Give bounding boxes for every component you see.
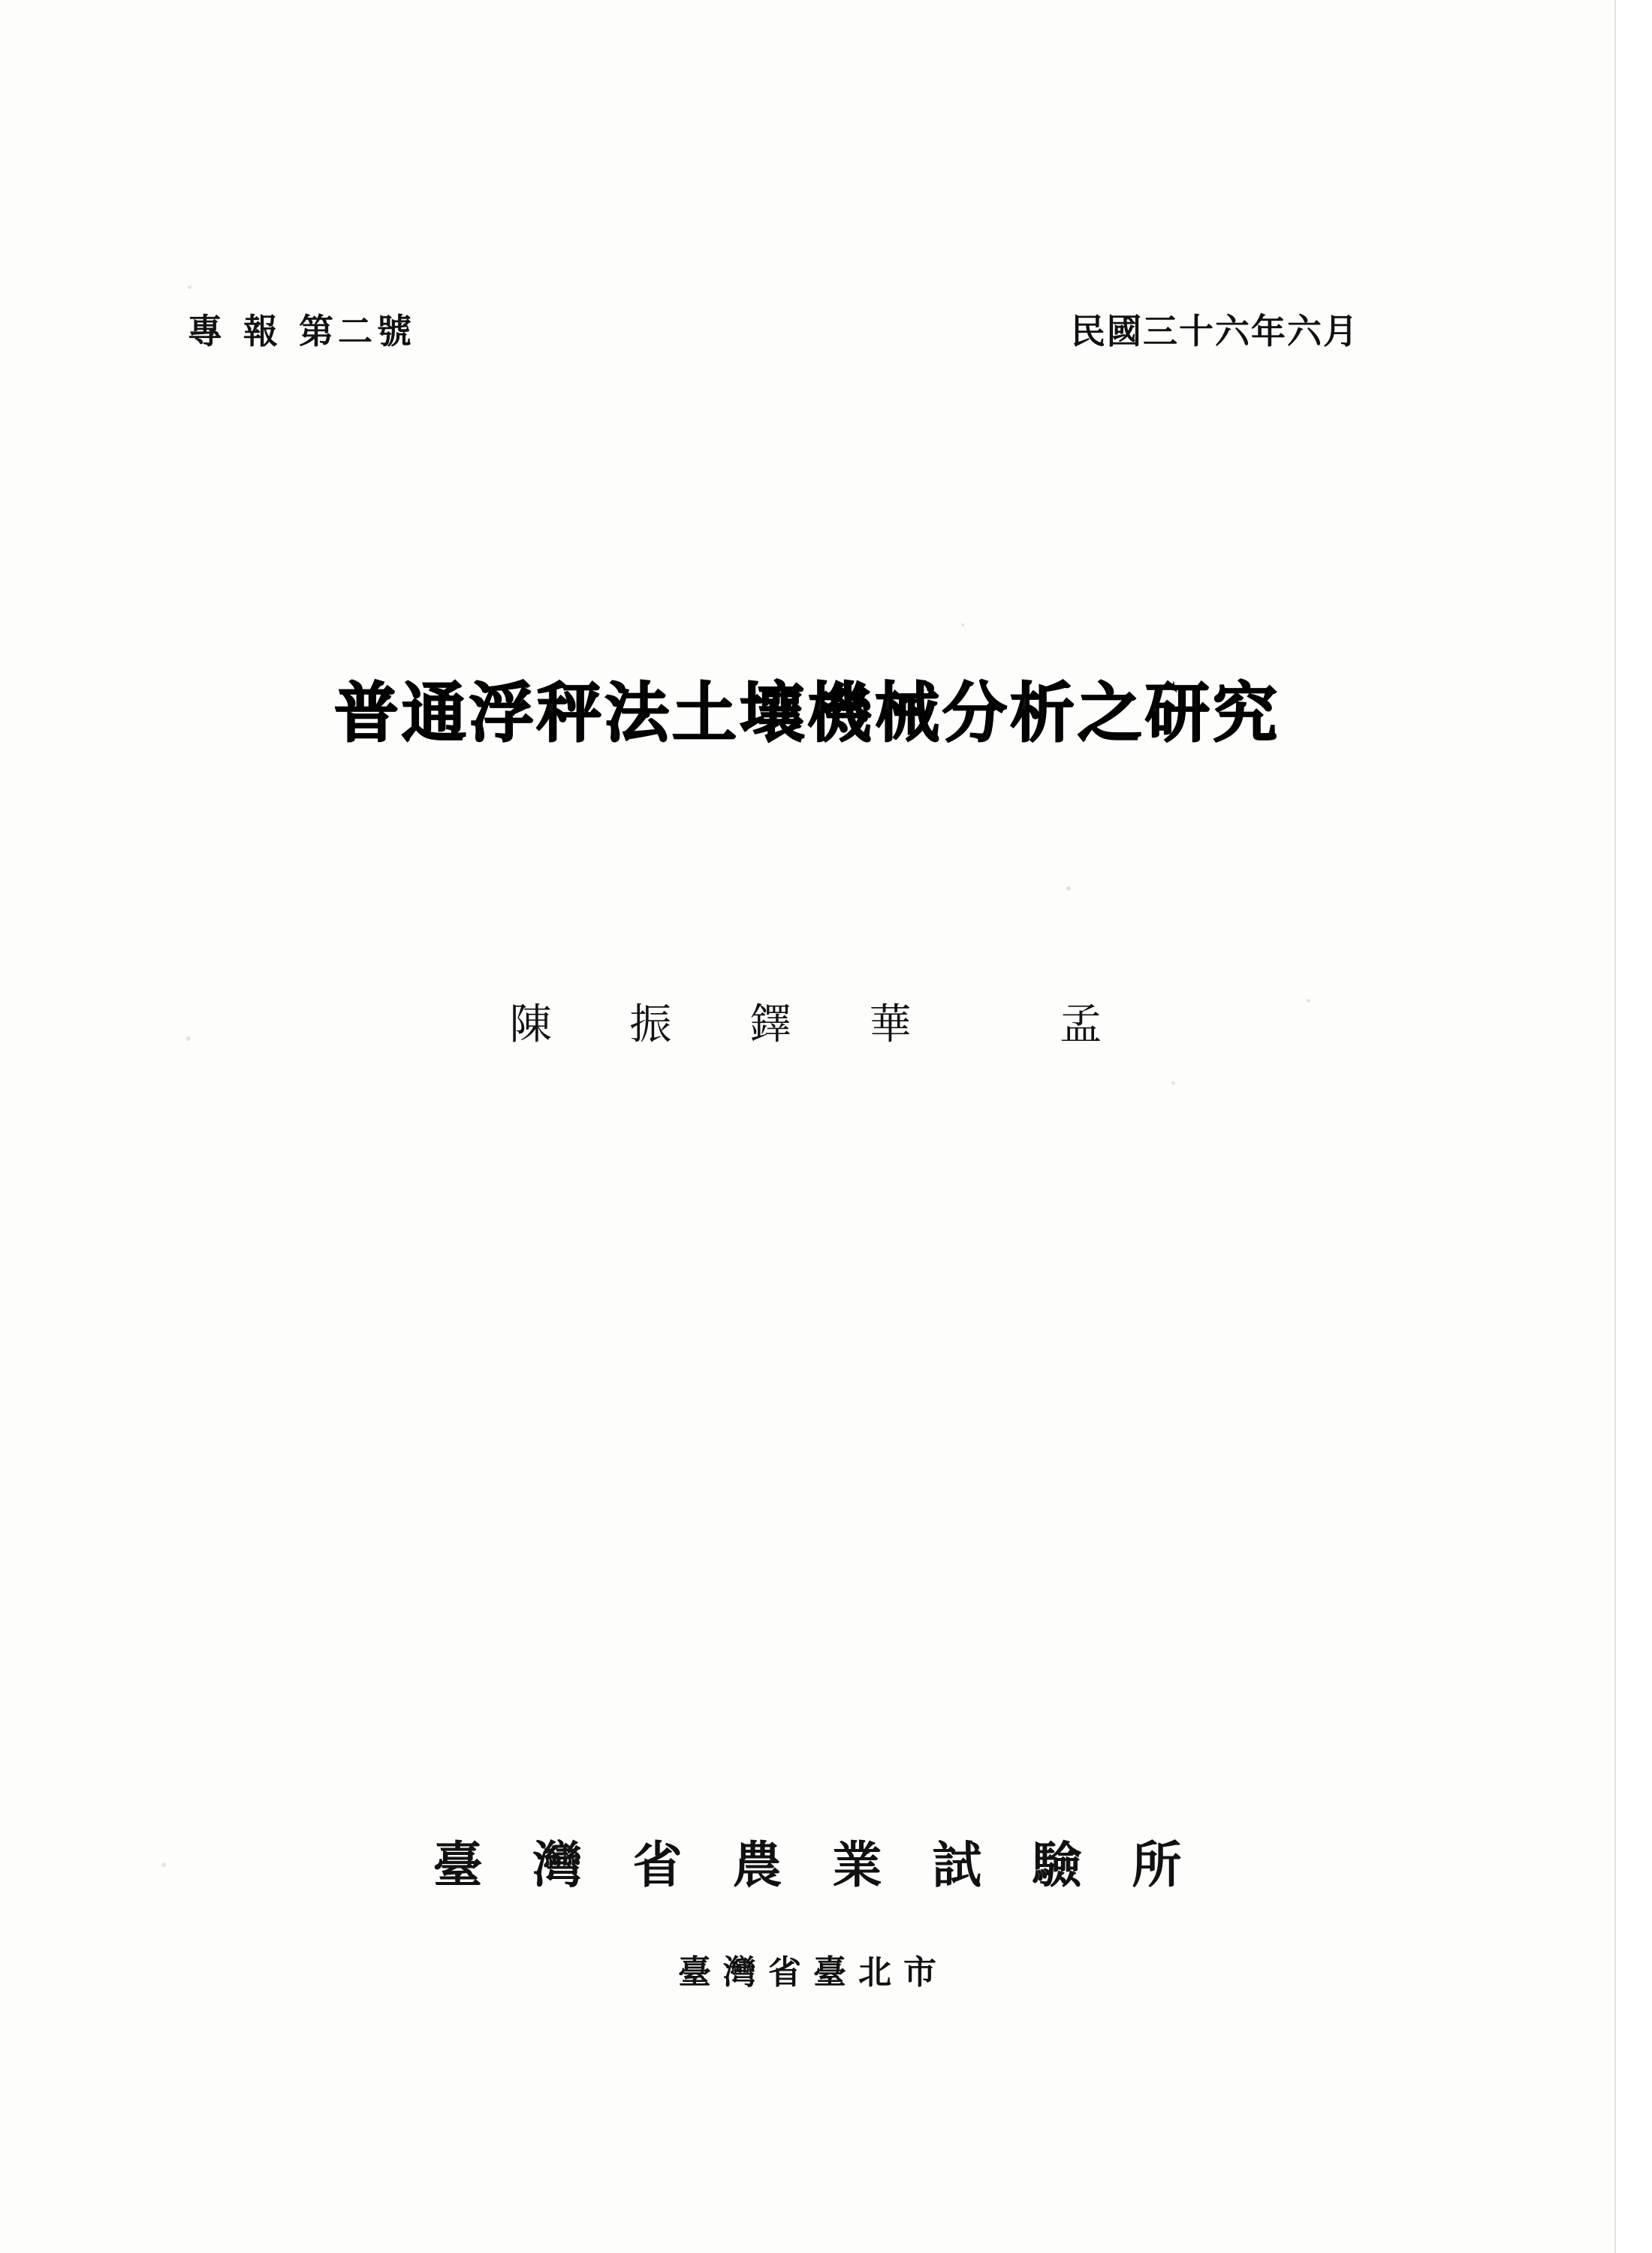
page-edge xyxy=(1614,0,1652,2253)
author-list xyxy=(0,991,1614,1051)
scan-speck xyxy=(961,623,964,626)
author-name-2: 振 xyxy=(629,1000,675,1049)
author-name-1: 陳 xyxy=(509,1000,555,1049)
author-name-4: 華 xyxy=(869,1000,915,1049)
publication-date: 民國三十六年六月 xyxy=(1071,311,1359,351)
page-title: 普通浮秤法土壤機械分析之研究 xyxy=(334,676,1280,751)
author-name-5: 孟 xyxy=(1060,1000,1105,1049)
series-number: 專 報 第二號 xyxy=(188,311,417,351)
scan-speck xyxy=(1171,1081,1175,1085)
header xyxy=(188,304,1359,354)
scan-speck xyxy=(188,285,191,289)
scan-speck xyxy=(1066,886,1071,891)
publisher-organization: 臺 灣 省 農 業 試 驗 所 xyxy=(433,1836,1198,1894)
publisher-place: 臺灣省臺北市 xyxy=(678,1953,948,1992)
author-name-3: 鐸 xyxy=(749,1000,794,1049)
